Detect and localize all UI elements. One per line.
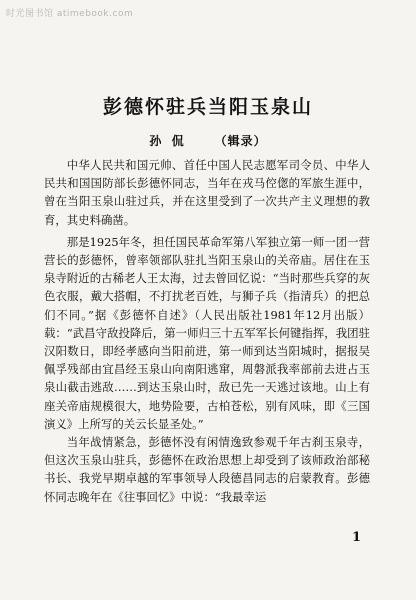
site-watermark: 时光图书馆 atimebook.com — [6, 9, 134, 19]
article-title: 彭德怀驻兵当阳玉泉山 — [102, 96, 313, 118]
article-body — [44, 156, 370, 506]
page-number: 1 — [352, 530, 362, 545]
paragraph: 当年战情紧急，彭德怀没有闲情逸致参观千年古刹玉泉寺，但这次玉泉山驻兵，彭德怀在政治思想上却受到了该师政治部秘书长、我党早期卓越的军事领导人段德昌同志的启蒙教育。彭德怀同志晚年在《往事回忆》中说：“我最幸运 — [44, 435, 370, 504]
author-name: 孙 侃 — [149, 134, 187, 148]
paragraph: 中华人民共和国元帅、首任中国人民志愿军司令员、中华人民共和国国防部长彭德怀同志，当年在戎马倥偬的军旅生涯中，曾在当阳玉泉山驻过兵，并在这里受到了一次共产主义理想的教育，其史料确凿。 — [44, 158, 370, 227]
paragraph: 那是1925年冬，担任国民革命军第八军独立第一师一团一营营长的彭德怀，曾率领部队驻扎当阳玉泉山的关帝庙。居住在玉泉寺附近的古稀老人王太海，过去曾回忆说：“当时那些兵穿的灰色衣服，戴大搭帽，不打扰老百姓，与狮子兵（指清兵）的把总们不同。”据《彭德怀自述》（人民出版社1981年12月出版）载：“武昌守敌投降后，第一师归三十五军军长何键指挥，我团驻汉阳数日，即经孝感向当阳前进，第一师到达当阳城时，据报吴佩孚残部由宜昌经玉泉山向南阳逃窜，周磐派我率部前去进占玉泉山截击逃敌……到达玉泉山时，敌已先一天逃过该地。山上有座关帝庙规模很大，地势险要，古柏苍松，别有风味，即《三国演义》上所写的关云长显圣处。” — [44, 234, 370, 431]
compilation-note: （辑录） — [214, 134, 267, 148]
byline — [0, 132, 416, 149]
